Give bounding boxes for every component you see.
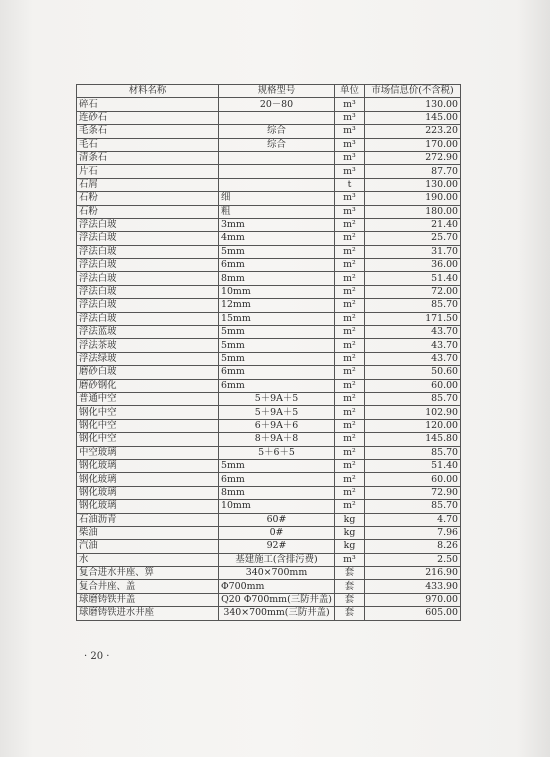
table-row [77,192,461,205]
price-cell: 72.00 [365,285,461,298]
table-row [77,111,461,124]
material-name-cell: 普通中空 [77,392,219,405]
table-row [77,580,461,593]
spec-cell: 5＋9A＋5 [219,392,335,405]
price-cell: 605.00 [365,607,461,620]
material-name-cell: 清条石 [77,151,219,164]
material-name-cell: 连砂石 [77,111,219,124]
material-name-cell: 钢化玻璃 [77,459,219,472]
spec-cell: 0# [219,526,335,539]
table-row [77,272,461,285]
header-spec-model: 规格型号 [219,85,335,98]
spec-cell: 综合 [219,138,335,151]
header-material-name: 材料名称 [77,85,219,98]
material-name-cell: 浮法白玻 [77,245,219,258]
spec-cell [219,111,335,124]
table-row [77,218,461,231]
table-row [77,379,461,392]
unit-cell: m² [335,259,365,272]
table-row [77,259,461,272]
material-name-cell: 复合进水井座、箅 [77,567,219,580]
price-cell: 87.70 [365,165,461,178]
spec-cell: 5mm [219,459,335,472]
unit-cell: m² [335,272,365,285]
price-cell: 223.20 [365,125,461,138]
price-cell: 120.00 [365,419,461,432]
material-name-cell: 浮法茶玻 [77,339,219,352]
unit-cell: 套 [335,607,365,620]
unit-cell: m² [335,406,365,419]
spec-cell: 10mm [219,500,335,513]
unit-cell: m² [335,433,365,446]
material-name-cell: 浮法绿玻 [77,352,219,365]
price-cell: 170.00 [365,138,461,151]
table-row [77,607,461,620]
spec-cell [219,165,335,178]
spec-cell: 6mm [219,366,335,379]
spec-cell: 60# [219,513,335,526]
material-name-cell: 钢化玻璃 [77,500,219,513]
unit-cell: m² [335,245,365,258]
material-name-cell: 浮法白玻 [77,285,219,298]
table-row [77,151,461,164]
table-row [77,339,461,352]
material-name-cell: 汽油 [77,540,219,553]
spec-cell: 5mm [219,326,335,339]
spec-cell: 6mm [219,379,335,392]
price-cell: 102.90 [365,406,461,419]
unit-cell: m³ [335,125,365,138]
unit-cell: m² [335,299,365,312]
price-cell: 2.50 [365,553,461,566]
header-unit: 单位 [335,85,365,98]
spec-cell: 6mm [219,259,335,272]
unit-cell: m² [335,366,365,379]
spec-cell: 细 [219,192,335,205]
table-row [77,205,461,218]
unit-cell: m² [335,326,365,339]
price-cell: 190.00 [365,192,461,205]
spec-cell: 5＋6＋5 [219,446,335,459]
table-row [77,392,461,405]
unit-cell: kg [335,526,365,539]
price-cell: 25.70 [365,232,461,245]
material-name-cell: 钢化中空 [77,433,219,446]
material-name-cell: 毛石 [77,138,219,151]
price-table [76,84,461,621]
table-row [77,178,461,191]
price-cell: 60.00 [365,473,461,486]
material-name-cell: 石粉 [77,205,219,218]
material-name-cell: 钢化中空 [77,406,219,419]
spec-cell: 340×700mm(三防井盖) [219,607,335,620]
material-name-cell: 浮法白玻 [77,259,219,272]
table-row [77,526,461,539]
table-row [77,352,461,365]
spec-cell: Φ700mm [219,580,335,593]
material-name-cell: 片石 [77,165,219,178]
price-cell: 85.70 [365,299,461,312]
unit-cell: m³ [335,553,365,566]
spec-cell: 5＋9A＋5 [219,406,335,419]
unit-cell: m³ [335,192,365,205]
price-cell: 970.00 [365,593,461,606]
spec-cell: 综合 [219,125,335,138]
material-name-cell: 浮法白玻 [77,299,219,312]
spec-cell: 8mm [219,486,335,499]
price-cell: 145.80 [365,433,461,446]
table-row [77,245,461,258]
price-cell: 85.70 [365,446,461,459]
table-row [77,513,461,526]
material-name-cell: 浮法蓝玻 [77,326,219,339]
spec-cell: 6mm [219,473,335,486]
unit-cell: 套 [335,580,365,593]
spec-cell: 5mm [219,245,335,258]
table-row [77,419,461,432]
material-name-cell: 磨砂白玻 [77,366,219,379]
price-cell: 145.00 [365,111,461,124]
table-row [77,165,461,178]
table-row [77,366,461,379]
table-row [77,285,461,298]
price-cell: 60.00 [365,379,461,392]
price-cell: 31.70 [365,245,461,258]
material-name-cell: 球磨铸铁井盖 [77,593,219,606]
page-number: · 20 · [84,651,110,662]
unit-cell: m² [335,473,365,486]
spec-cell: 3mm [219,218,335,231]
header-market-price: 市场信息价(不含税) [365,85,461,98]
table-row [77,473,461,486]
spec-cell: 粗 [219,205,335,218]
material-name-cell: 钢化玻璃 [77,486,219,499]
table-row [77,446,461,459]
price-cell: 85.70 [365,500,461,513]
unit-cell: m³ [335,98,365,111]
material-name-cell: 钢化玻璃 [77,473,219,486]
price-cell: 4.70 [365,513,461,526]
material-name-cell: 石屑 [77,178,219,191]
material-name-cell: 浮法白玻 [77,312,219,325]
unit-cell: m³ [335,205,365,218]
unit-cell: m³ [335,138,365,151]
spec-cell: 20－80 [219,98,335,111]
spec-cell: 92# [219,540,335,553]
material-name-cell: 磨砂钢化 [77,379,219,392]
table-row [77,232,461,245]
unit-cell: 套 [335,567,365,580]
price-cell: 50.60 [365,366,461,379]
material-name-cell: 碎石 [77,98,219,111]
table-row [77,593,461,606]
table-row [77,567,461,580]
material-name-cell: 水 [77,553,219,566]
table-row [77,500,461,513]
material-name-cell: 石粉 [77,192,219,205]
table-row [77,125,461,138]
spec-cell: 5mm [219,339,335,352]
unit-cell: m² [335,352,365,365]
unit-cell: m² [335,379,365,392]
spec-cell: 6＋9A＋6 [219,419,335,432]
table-row [77,138,461,151]
table-row [77,326,461,339]
price-cell: 180.00 [365,205,461,218]
spec-cell [219,151,335,164]
price-cell: 216.90 [365,567,461,580]
table-row [77,98,461,111]
table-header-row [77,85,461,98]
spec-cell: 12mm [219,299,335,312]
material-name-cell: 浮法白玻 [77,272,219,285]
spec-cell: 8＋9A＋8 [219,433,335,446]
table-row [77,540,461,553]
unit-cell: m² [335,392,365,405]
unit-cell: m² [335,419,365,432]
spec-cell [219,178,335,191]
material-name-cell: 毛条石 [77,125,219,138]
unit-cell: m² [335,232,365,245]
price-cell: 43.70 [365,339,461,352]
price-cell: 51.40 [365,459,461,472]
table-row [77,406,461,419]
price-cell: 433.90 [365,580,461,593]
price-cell: 171.50 [365,312,461,325]
table-body [77,98,461,620]
unit-cell: m² [335,339,365,352]
unit-cell: m² [335,486,365,499]
unit-cell: m² [335,312,365,325]
price-cell: 21.40 [365,218,461,231]
unit-cell: m³ [335,151,365,164]
material-name-cell: 球磨铸铁进水井座 [77,607,219,620]
spec-cell: 8mm [219,272,335,285]
price-cell: 36.00 [365,259,461,272]
table-row [77,553,461,566]
price-cell: 72.90 [365,486,461,499]
spec-cell: 340×700mm [219,567,335,580]
material-name-cell: 中空玻璃 [77,446,219,459]
unit-cell: kg [335,540,365,553]
spec-cell: 基建施工(含排污费) [219,553,335,566]
spec-cell: 15mm [219,312,335,325]
table-row [77,486,461,499]
unit-cell: m² [335,500,365,513]
material-name-cell: 柴油 [77,526,219,539]
unit-cell: 套 [335,593,365,606]
table-row [77,459,461,472]
spec-cell: 4mm [219,232,335,245]
price-cell: 7.96 [365,526,461,539]
spec-cell: 5mm [219,352,335,365]
unit-cell: kg [335,513,365,526]
table-row [77,299,461,312]
unit-cell: m³ [335,165,365,178]
spec-cell: 10mm [219,285,335,298]
unit-cell: m² [335,285,365,298]
table-row [77,312,461,325]
material-name-cell: 浮法白玻 [77,232,219,245]
price-cell: 130.00 [365,98,461,111]
material-name-cell: 复合井座、盖 [77,580,219,593]
price-cell: 8.26 [365,540,461,553]
material-name-cell: 石油沥青 [77,513,219,526]
unit-cell: m² [335,446,365,459]
unit-cell: m³ [335,111,365,124]
price-cell: 272.90 [365,151,461,164]
price-cell: 51.40 [365,272,461,285]
unit-cell: m² [335,218,365,231]
price-cell: 85.70 [365,392,461,405]
unit-cell: m² [335,459,365,472]
price-cell: 43.70 [365,352,461,365]
unit-cell: t [335,178,365,191]
material-name-cell: 钢化中空 [77,419,219,432]
price-cell: 43.70 [365,326,461,339]
material-name-cell: 浮法白玻 [77,218,219,231]
price-cell: 130.00 [365,178,461,191]
table-row [77,433,461,446]
spec-cell: Q20 Φ700mm(三防井盖) [219,593,335,606]
